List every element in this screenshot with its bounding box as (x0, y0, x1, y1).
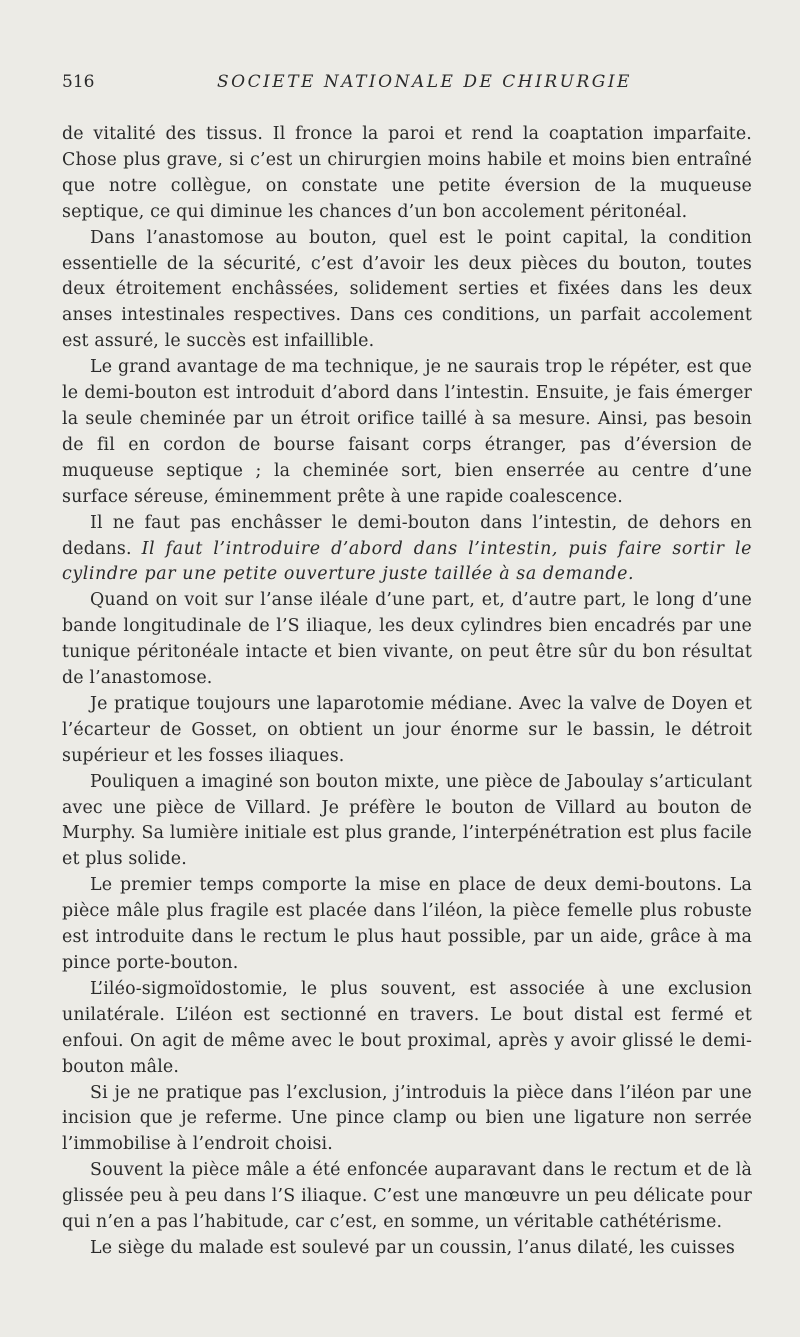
paragraph-6: Je pratique toujours une laparotomie médiane. Avec la valve de Doyen et l’écarteur de Gosset, on obtient un jour énorme sur le bassin, le détroit supérieur et les fosses iliaques. (62, 693, 752, 766)
page-number: 516 (62, 72, 95, 92)
paragraph-9: L’iléo-sigmoïdostomie, le plus souvent, est associée à une exclusion unilatérale. L’iléon est sectionné en travers. Le bout distal est fermé et enfoui. On agit de même avec le bout proximal, après y avoir glissé le demi-bouton mâle. (62, 978, 752, 1077)
body-text (62, 122, 752, 1262)
paragraph-10: Si je ne pratique pas l’exclusion, j’introduis la pièce dans l’iléon par une incision que je referme. Une pince clamp ou bien une ligature non serrée l’immobilise à l’endroit choisi. (62, 1082, 752, 1155)
paragraph-1: de vitalité des tissus. Il fronce la paroi et rend la coaptation imparfaite. Chose plus grave, si c’est un chirurgien moins habile et moins bien entraîné que notre collègue, on constate une petite éversion de la muqueuse septique, ce qui diminue les chances d’un bon accolement péritonéal. (62, 124, 752, 222)
paragraph-12: Le siège du malade est soulevé par un coussin, l’anus dilaté, les cuisses (90, 1237, 735, 1258)
paragraph-2: Dans l’anastomose au bouton, quel est le point capital, la condition essentielle de la sécurité, c’est d’avoir les deux pièces du bouton, toutes deux étroitement enchâssées, solidement serties et fixées dans les deux anses intestinales respectives. Dans ces conditions, un parfait accolement est assuré, le succès est infaillible. (62, 227, 752, 352)
paragraph-8: Le premier temps comporte la mise en place de deux demi-boutons. La pièce mâle plus fragile est placée dans l’iléon, la pièce femelle plus robuste est introduite dans le rectum le plus haut possible, par un aide, grâce à ma pince porte-bouton. (62, 875, 752, 973)
paragraph-4: Il ne faut pas enchâsser le demi-bouton dans l’intestin, de dehors en dedans. Il faut l’introduire d’abord dans l’intestin, puis faire sortir le cylindre par une petite ouverture juste taillée à sa demande. (62, 512, 752, 585)
journal-title: SOCIETE NATIONALE DE CHIRURGIE (217, 72, 632, 92)
italic-emphasis: Il faut l’introduire d’abord dans l’intestin, puis faire sortir le cylindre par une petite ouverture juste taillée à sa demande. (62, 538, 752, 585)
running-head (62, 70, 752, 98)
paragraph-5: Quand on voit sur l’anse iléale d’une part, et, d’autre part, le long d’une bande longitudinale de l’S iliaque, les deux cylindres bien encadrés par une tunique péritonéale intacte et bien vivante, on peut être sûr du bon résultat de l’anastomose. (62, 590, 752, 689)
paragraph-11: Souvent la pièce mâle a été enfoncée auparavant dans le rectum et de là glissée peu à peu dans l’S iliaque. C’est une manœuvre un peu délicate pour qui n’en a pas l’habitude, car c’est, en somme, un véritable cathétérisme. (62, 1160, 752, 1233)
paragraph-3: Le grand avantage de ma technique, je ne saurais trop le répéter, est que le demi-bouton est introduit d’abord dans l’intestin. Ensuite, je fais émerger la seule cheminée par un étroit orifice taillé à sa mesure. Ainsi, pas besoin de fil en cordon de bourse faisant corps étranger, pas d’éversion de muqueuse septique ; la cheminée sort, bien enserrée au centre d’une surface séreuse, éminemment prête à une rapide coalescence. (62, 357, 752, 507)
paragraph-7: Pouliquen a imaginé son bouton mixte, une pièce de Jaboulay s’articulant avec une pièce de Villard. Je préfère le bouton de Villard au bouton de Murphy. Sa lumière initiale est plus grande, l’interpénétration est plus facile et plus solide. (62, 771, 752, 870)
